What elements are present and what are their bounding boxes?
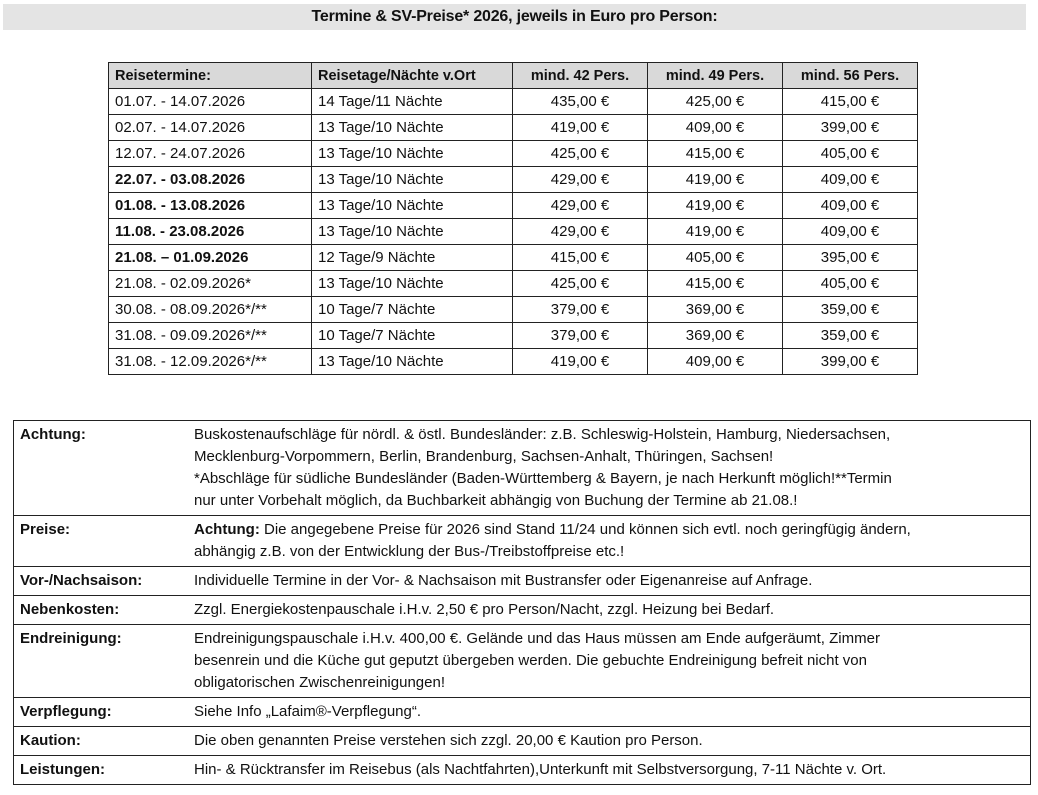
nights-cell: 12 Tage/9 Nächte [312, 245, 513, 271]
notes-table [13, 420, 1031, 785]
price-42-cell: 429,00 € [513, 219, 648, 245]
notes-line-text: Die angegebene Preise für 2026 sind Stand 11/24 und können sich evtl. noch geringfügig ändern, [259, 521, 911, 538]
notes-line: Individuelle Termine in der Vor- & Nachsaison mit Bustransfer oder Eigenanreise auf Anfrage. [194, 572, 813, 589]
price-42-cell: 425,00 € [513, 271, 648, 297]
notes-label: Verpflegung: [14, 698, 185, 727]
table-row [109, 115, 918, 141]
header-56-pers: mind. 56 Pers. [783, 63, 918, 89]
price-49-cell: 369,00 € [648, 297, 783, 323]
table-row [109, 271, 918, 297]
notes-label: Vor-/Nachsaison: [14, 567, 185, 596]
price-56-cell: 409,00 € [783, 219, 918, 245]
notes-label: Kaution: [14, 727, 185, 756]
notes-lead-bold: Achtung: [194, 521, 260, 538]
notes-row [14, 625, 1031, 698]
price-42-cell: 435,00 € [513, 89, 648, 115]
nights-cell: 13 Tage/10 Nächte [312, 141, 513, 167]
notes-value [184, 567, 1031, 596]
table-row [109, 141, 918, 167]
nights-cell: 13 Tage/10 Nächte [312, 219, 513, 245]
price-49-cell: 409,00 € [648, 115, 783, 141]
price-49-cell: 419,00 € [648, 193, 783, 219]
notes-row [14, 596, 1031, 625]
notes-line: Mecklenburg-Vorpommern, Berlin, Brandenburg, Sachsen-Anhalt, Thüringen, Sachsen! [194, 448, 774, 465]
price-56-cell: 399,00 € [783, 349, 918, 375]
price-49-cell: 415,00 € [648, 271, 783, 297]
date-cell: 01.07. - 14.07.2026 [109, 89, 312, 115]
notes-line: abhängig z.B. von der Entwicklung der Bus-/Treibstoffpreise etc.! [194, 543, 625, 560]
nights-cell: 13 Tage/10 Nächte [312, 349, 513, 375]
notes-label: Leistungen: [14, 756, 185, 785]
date-cell: 01.08. - 13.08.2026 [109, 193, 312, 219]
date-cell: 31.08. - 09.09.2026*/** [109, 323, 312, 349]
price-56-cell: 395,00 € [783, 245, 918, 271]
notes-line: Siehe Info „Lafaim®-Verpflegung“. [194, 703, 422, 720]
price-49-cell: 415,00 € [648, 141, 783, 167]
price-42-cell: 429,00 € [513, 167, 648, 193]
price-49-cell: 405,00 € [648, 245, 783, 271]
price-42-cell: 425,00 € [513, 141, 648, 167]
price-56-cell: 409,00 € [783, 167, 918, 193]
notes-label: Endreinigung: [14, 625, 185, 698]
price-49-cell: 409,00 € [648, 349, 783, 375]
notes-line: Endreinigungspauschale i.H.v. 400,00 €. Gelände und das Haus müssen am Ende aufgeräumt, Zimmer [194, 630, 880, 647]
header-42-pers: mind. 42 Pers. [513, 63, 648, 89]
notes-line: *Abschläge für südliche Bundesländer (Baden-Württemberg & Bayern, je nach Herkunft möglich!**Termin [194, 470, 892, 487]
price-56-cell: 359,00 € [783, 297, 918, 323]
price-49-cell: 369,00 € [648, 323, 783, 349]
notes-value [184, 596, 1031, 625]
price-56-cell: 405,00 € [783, 141, 918, 167]
notes-label: Nebenkosten: [14, 596, 185, 625]
date-cell: 02.07. - 14.07.2026 [109, 115, 312, 141]
price-42-cell: 429,00 € [513, 193, 648, 219]
table-row [109, 219, 918, 245]
table-row [109, 167, 918, 193]
price-56-cell: 415,00 € [783, 89, 918, 115]
notes-line: Buskostenaufschläge für nördl. & östl. Bundesländer: z.B. Schleswig-Holstein, Hamburg, Niedersachsen, [194, 426, 891, 443]
price-table-header [109, 63, 918, 89]
price-56-cell: 405,00 € [783, 271, 918, 297]
nights-cell: 14 Tage/11 Nächte [312, 89, 513, 115]
nights-cell: 13 Tage/10 Nächte [312, 271, 513, 297]
price-56-cell: 399,00 € [783, 115, 918, 141]
notes-line: Hin- & Rücktransfer im Reisebus (als Nachtfahrten),Unterkunft mit Selbstversorgung, 7-11 Nächte v. Ort. [194, 761, 887, 778]
price-56-cell: 359,00 € [783, 323, 918, 349]
date-cell: 11.08. - 23.08.2026 [109, 219, 312, 245]
price-42-cell: 415,00 € [513, 245, 648, 271]
table-row [109, 349, 918, 375]
nights-cell: 13 Tage/10 Nächte [312, 115, 513, 141]
price-table [108, 62, 918, 375]
nights-cell: 13 Tage/10 Nächte [312, 167, 513, 193]
table-row [109, 193, 918, 219]
notes-line [194, 519, 1024, 541]
notes-value [184, 698, 1031, 727]
notes-row [14, 516, 1031, 567]
date-cell: 31.08. - 12.09.2026*/** [109, 349, 312, 375]
notes-row [14, 727, 1031, 756]
price-42-cell: 379,00 € [513, 323, 648, 349]
date-cell: 12.07. - 24.07.2026 [109, 141, 312, 167]
price-49-cell: 419,00 € [648, 219, 783, 245]
price-49-cell: 419,00 € [648, 167, 783, 193]
notes-line: Die oben genannten Preise verstehen sich zzgl. 20,00 € Kaution pro Person. [194, 732, 703, 749]
price-42-cell: 379,00 € [513, 297, 648, 323]
notes-value [184, 625, 1031, 698]
header-reisetage: Reisetage/Nächte v.Ort [312, 63, 513, 89]
notes-label: Preise: [14, 516, 185, 567]
date-cell: 21.08. – 01.09.2026 [109, 245, 312, 271]
price-42-cell: 419,00 € [513, 115, 648, 141]
nights-cell: 13 Tage/10 Nächte [312, 193, 513, 219]
price-49-cell: 425,00 € [648, 89, 783, 115]
notes-line: besenrein und die Küche gut geputzt übergeben werden. Die gebuchte Endreinigung befreit nicht von [194, 652, 867, 669]
date-cell: 30.08. - 08.09.2026*/** [109, 297, 312, 323]
notes-value [184, 756, 1031, 785]
notes-row [14, 567, 1031, 596]
table-row [109, 245, 918, 271]
header-reisetermine: Reisetermine: [109, 63, 312, 89]
date-cell: 21.08. - 02.09.2026* [109, 271, 312, 297]
price-56-cell: 409,00 € [783, 193, 918, 219]
price-42-cell: 419,00 € [513, 349, 648, 375]
header-49-pers: mind. 49 Pers. [648, 63, 783, 89]
notes-value [184, 421, 1031, 516]
title-bar [3, 4, 1026, 30]
notes-value [184, 516, 1031, 567]
notes-row [14, 698, 1031, 727]
nights-cell: 10 Tage/7 Nächte [312, 297, 513, 323]
notes-label: Achtung: [14, 421, 185, 516]
notes-row [14, 421, 1031, 516]
notes-line: Zzgl. Energiekostenpauschale i.H.v. 2,50 € pro Person/Nacht, zzgl. Heizung bei Bedarf. [194, 601, 775, 618]
notes-value [184, 727, 1031, 756]
notes-line: nur unter Vorbehalt möglich, da Buchbarkeit abhängig von Buchung der Termine ab 21.08.! [194, 492, 798, 509]
table-row [109, 89, 918, 115]
table-row [109, 323, 918, 349]
notes-line: obligatorischen Zwischenreinigungen! [194, 674, 445, 691]
nights-cell: 10 Tage/7 Nächte [312, 323, 513, 349]
notes-row [14, 756, 1031, 785]
table-row [109, 297, 918, 323]
date-cell: 22.07. - 03.08.2026 [109, 167, 312, 193]
page-title: Termine & SV-Preise* 2026, jeweils in Euro pro Person: [311, 8, 718, 25]
